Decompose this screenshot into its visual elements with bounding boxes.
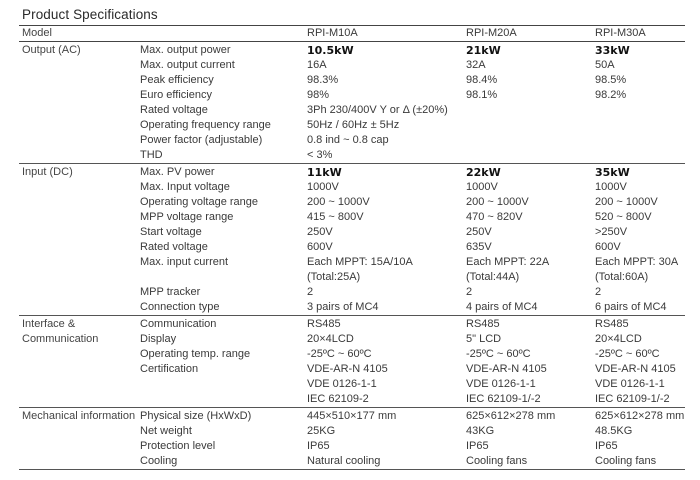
spec-value-model-3: Cooling fans — [595, 455, 657, 467]
spec-label: Cooling — [140, 455, 178, 467]
spec-value-model-3: 6 pairs of MC4 — [595, 301, 667, 313]
spec-value-model-1: 10.5kW — [307, 44, 354, 57]
spec-value-model-1: (Total:25A) — [307, 271, 361, 283]
spec-value-shared: 50Hz / 60Hz ± 5Hz — [307, 119, 400, 131]
spec-value-model-3: Each MPPT: 30A — [595, 256, 679, 268]
page-title: Product Specifications — [22, 7, 158, 22]
spec-value-model-2: 32A — [466, 59, 486, 71]
spec-value-model-2: 98.1% — [466, 89, 498, 101]
spec-value-model-2: IEC 62109-1/-2 — [466, 393, 541, 405]
spec-value-model-1: 600V — [307, 241, 333, 253]
spec-value-model-3: 48.5KG — [595, 425, 633, 437]
section-name: Mechanical information — [22, 410, 136, 422]
table-row — [19, 118, 685, 133]
spec-value-model-2: RS485 — [466, 318, 500, 330]
table-row — [19, 317, 685, 332]
table-row — [19, 73, 685, 88]
spec-label: Max. output current — [140, 59, 235, 71]
spec-label: Connection type — [140, 301, 220, 313]
spec-label: Max. Input voltage — [140, 181, 230, 193]
spec-value-model-2: Cooling fans — [466, 455, 528, 467]
spec-value-model-1: 250V — [307, 226, 333, 238]
spec-value-model-3: 33kW — [595, 44, 630, 57]
table-row — [19, 165, 685, 180]
table-row — [19, 103, 685, 118]
section-name: Output (AC) — [22, 44, 81, 56]
table-row — [19, 133, 685, 148]
spec-value-model-2: 22kW — [466, 166, 501, 179]
table-row — [19, 409, 685, 424]
spec-value-model-2: 625×612×278 mm — [466, 410, 556, 422]
spec-value-model-3: 520 ~ 800V — [595, 211, 652, 223]
spec-label: Rated voltage — [140, 241, 208, 253]
spec-value-model-1: 20×4LCD — [307, 333, 354, 345]
spec-label: Net weight — [140, 425, 192, 437]
spec-value-model-2: 470 ~ 820V — [466, 211, 523, 223]
spec-value-model-1: 1000V — [307, 181, 339, 193]
table-row — [19, 285, 685, 300]
spec-value-shared: 0.8 ind ~ 0.8 cap — [307, 134, 389, 146]
section-name: Communication — [22, 333, 99, 345]
spec-label: Max. input current — [140, 256, 229, 268]
spec-value-model-2: 1000V — [466, 181, 498, 193]
spec-value-model-2: 200 ~ 1000V — [466, 196, 529, 208]
spec-value-model-2: 43KG — [466, 425, 495, 437]
table-row — [19, 58, 685, 73]
spec-value-model-3: IEC 62109-1/-2 — [595, 393, 670, 405]
spec-value-model-3: >250V — [595, 226, 628, 238]
spec-value-model-1: 445×510×177 mm — [307, 410, 397, 422]
section-name: Interface & — [22, 318, 76, 330]
spec-value-model-1: IEC 62109-2 — [307, 393, 369, 405]
spec-label: Certification — [140, 363, 199, 375]
spec-value-model-3: -25ºC ~ 60ºC — [595, 348, 660, 360]
spec-value-model-1: VDE-AR-N 4105 — [307, 363, 388, 375]
spec-value-model-3: 50A — [595, 59, 615, 71]
spec-value-model-3: VDE-AR-N 4105 — [595, 363, 676, 375]
spec-table — [19, 25, 685, 470]
table-row — [19, 332, 685, 347]
spec-section — [19, 42, 685, 164]
table-row — [19, 347, 685, 362]
header-model-2: RPI-M20A — [466, 27, 517, 39]
spec-value-model-2: 5" LCD — [466, 333, 502, 345]
spec-value-model-1: 98.3% — [307, 74, 339, 86]
table-row — [19, 439, 685, 454]
spec-label: MPP tracker — [140, 286, 201, 298]
spec-value-model-1: 11kW — [307, 166, 342, 179]
spec-value-model-2: -25ºC ~ 60ºC — [466, 348, 531, 360]
spec-value-model-2: (Total:44A) — [466, 271, 520, 283]
spec-value-model-2: 98.4% — [466, 74, 498, 86]
table-row — [19, 377, 685, 392]
spec-label: Power factor (adjustable) — [140, 134, 263, 146]
spec-value-model-3: 200 ~ 1000V — [595, 196, 658, 208]
spec-value-model-1: Natural cooling — [307, 455, 381, 467]
spec-value-model-3: 600V — [595, 241, 621, 253]
spec-value-model-1: IP65 — [307, 440, 330, 452]
spec-label: Start voltage — [140, 226, 202, 238]
header-model-label: Model — [22, 27, 52, 39]
spec-value-model-3: 35kW — [595, 166, 630, 179]
spec-value-model-2: VDE-AR-N 4105 — [466, 363, 547, 375]
spec-label: Operating frequency range — [140, 119, 271, 131]
table-row — [19, 300, 685, 315]
header-model-3: RPI-M30A — [595, 27, 646, 39]
spec-section — [19, 164, 685, 316]
spec-value-shared: 3Ph 230/400V Y or Δ (±20%) — [307, 104, 448, 116]
table-row — [19, 270, 685, 285]
spec-value-model-2: 250V — [466, 226, 492, 238]
table-row — [19, 195, 685, 210]
spec-value-model-1: RS485 — [307, 318, 341, 330]
spec-label: Operating temp. range — [140, 348, 251, 360]
spec-value-model-2: 635V — [466, 241, 492, 253]
table-row — [19, 225, 685, 240]
spec-value-model-3: 2 — [595, 286, 602, 298]
table-row — [19, 210, 685, 225]
section-name: Input (DC) — [22, 166, 73, 178]
spec-section — [19, 408, 685, 470]
spec-value-model-2: IP65 — [466, 440, 489, 452]
spec-label: Communication — [140, 318, 217, 330]
table-row — [19, 148, 685, 163]
spec-label: Display — [140, 333, 177, 345]
spec-value-model-1: 98% — [307, 89, 330, 101]
spec-value-model-1: Each MPPT: 15A/10A — [307, 256, 413, 268]
table-row — [19, 43, 685, 58]
spec-value-model-2: 21kW — [466, 44, 501, 57]
spec-value-model-3: IP65 — [595, 440, 618, 452]
spec-label: Max. PV power — [140, 166, 215, 178]
table-row — [19, 362, 685, 377]
table-row — [19, 88, 685, 103]
spec-value-model-3: 98.5% — [595, 74, 627, 86]
spec-value-model-3: VDE 0126-1-1 — [595, 378, 665, 390]
table-row — [19, 240, 685, 255]
spec-value-model-1: -25ºC ~ 60ºC — [307, 348, 372, 360]
spec-value-shared: < 3% — [307, 149, 333, 161]
spec-label: Peak efficiency — [140, 74, 214, 86]
spec-value-model-1: VDE 0126-1-1 — [307, 378, 377, 390]
spec-value-model-1: 2 — [307, 286, 314, 298]
header-model-1: RPI-M10A — [307, 27, 358, 39]
spec-value-model-3: (Total:60A) — [595, 271, 649, 283]
spec-value-model-1: 415 ~ 800V — [307, 211, 364, 223]
spec-value-model-2: Each MPPT: 22A — [466, 256, 550, 268]
table-header-row — [19, 26, 685, 42]
spec-value-model-1: 3 pairs of MC4 — [307, 301, 379, 313]
table-row — [19, 255, 685, 270]
spec-label: Physical size (HxWxD) — [140, 410, 252, 422]
table-row — [19, 424, 685, 439]
spec-value-model-2: 2 — [466, 286, 473, 298]
spec-value-model-1: 200 ~ 1000V — [307, 196, 370, 208]
spec-value-model-1: 16A — [307, 59, 327, 71]
spec-value-model-3: 625×612×278 mm — [595, 410, 685, 422]
spec-label: Max. output power — [140, 44, 231, 56]
spec-section — [19, 316, 685, 408]
sections-container — [19, 42, 685, 470]
spec-label: Operating voltage range — [140, 196, 259, 208]
spec-value-model-1: 25KG — [307, 425, 336, 437]
spec-label: Protection level — [140, 440, 216, 452]
spec-value-model-3: 20×4LCD — [595, 333, 642, 345]
spec-label: MPP voltage range — [140, 211, 234, 223]
spec-label: THD — [140, 149, 163, 161]
spec-value-model-2: 4 pairs of MC4 — [466, 301, 538, 313]
table-row — [19, 454, 685, 469]
spec-value-model-3: 98.2% — [595, 89, 627, 101]
table-row — [19, 392, 685, 407]
spec-label: Euro efficiency — [140, 89, 212, 101]
table-row — [19, 180, 685, 195]
spec-label: Rated voltage — [140, 104, 208, 116]
spec-value-model-3: 1000V — [595, 181, 627, 193]
spec-value-model-2: VDE 0126-1-1 — [466, 378, 536, 390]
spec-value-model-3: RS485 — [595, 318, 629, 330]
